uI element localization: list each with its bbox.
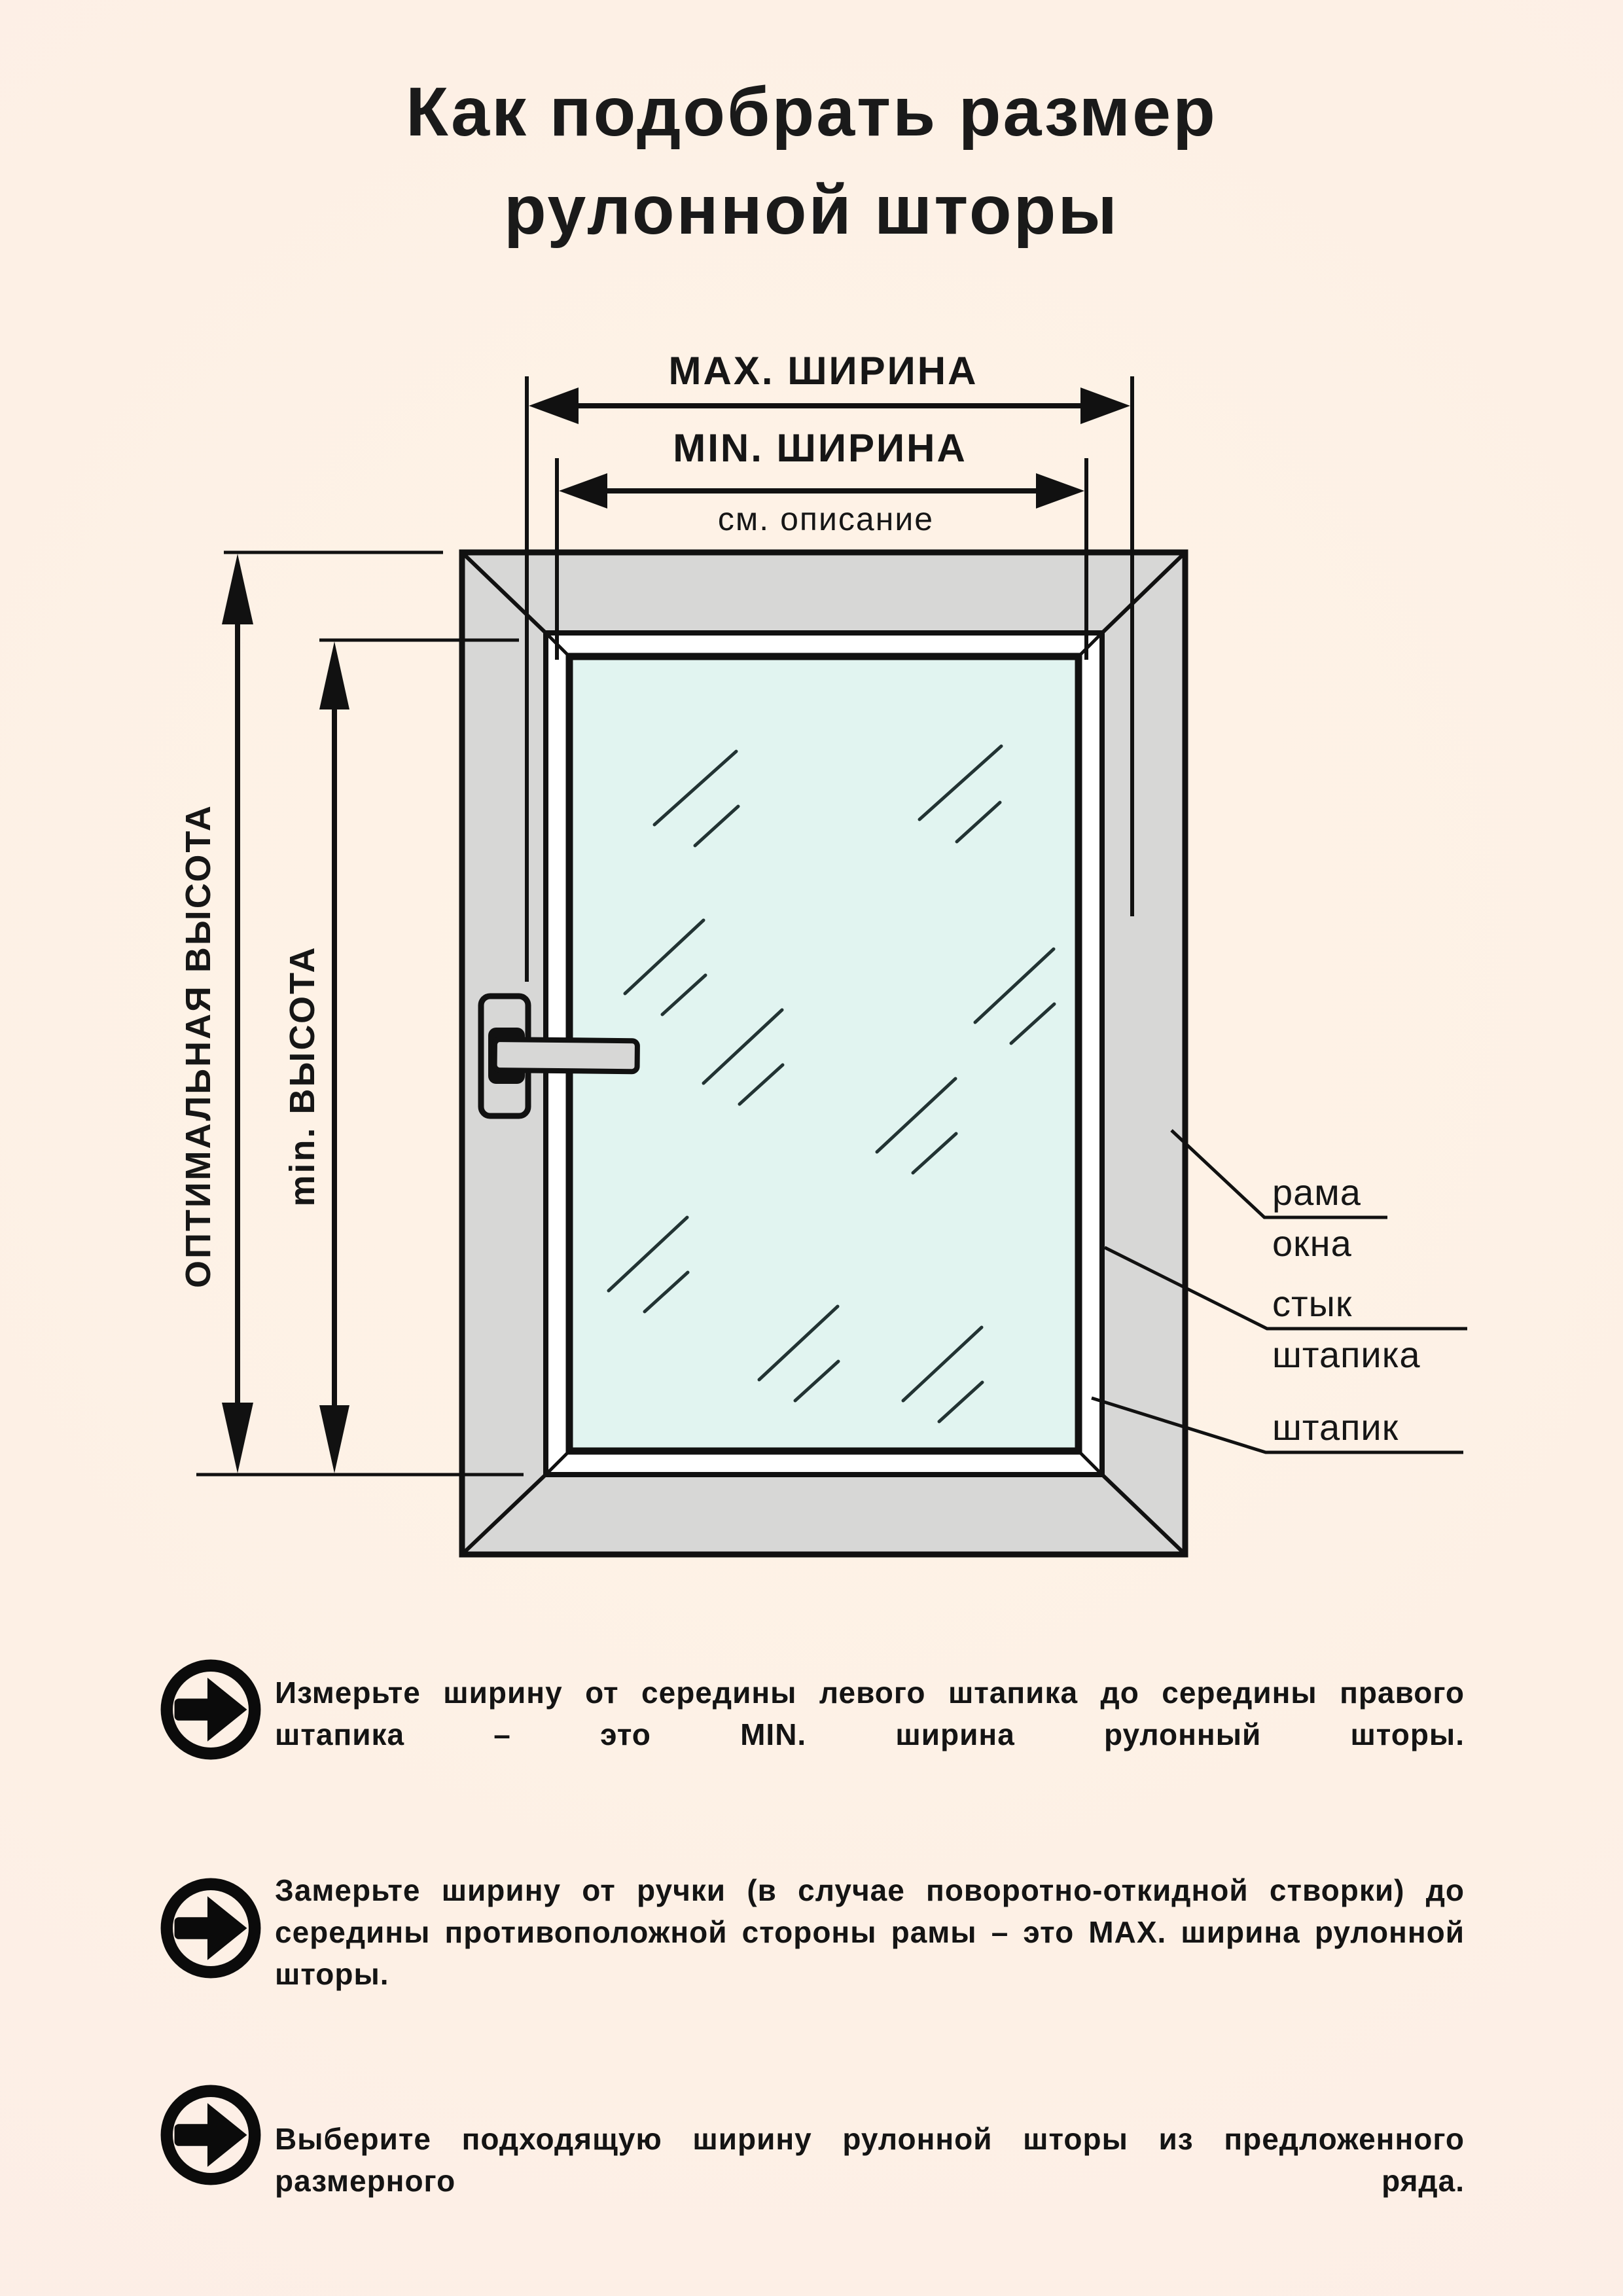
step-1-text-before: Измерьте ширину от середины левого штапика до середины правого штапика – это [275,1676,1465,1751]
step-2-text-before: Замерьте ширину от ручки (в случае поворотно-откидной створки) до середины противоположной стороны рамы – это [275,1873,1465,1949]
callout-frame-line2: окна [1272,1223,1352,1264]
step-1-text-after: ширина рулонный шторы. [806,1717,1465,1751]
step-2-text-bold: MAX. [1088,1915,1167,1949]
callout-bead-joint-line1: стык [1272,1283,1353,1324]
optimal-height-label: ОПТИМАЛЬНАЯ ВЫСОТА [179,804,218,1288]
step-2-text [275,1869,1465,2037]
step-1-text [275,1672,1465,1797]
min-height-label: min. ВЫСОТА [283,945,322,1207]
page-title-line2: рулонной шторы [504,171,1119,249]
step-3-text [275,2118,1465,2244]
window-glass [569,656,1079,1451]
min-width-note: см. описание [717,501,935,537]
step-2-text-after: ширина рулонной шторы. [275,1915,1465,1991]
min-width-label: MIN. ШИРИНА [673,426,967,470]
max-width-label: MAX. ШИРИНА [668,349,978,393]
page-title [59,63,1564,259]
arrow-right-circle-icon [156,1873,266,1983]
callout-frame-line1: рама [1272,1172,1361,1213]
callout-bead-joint-line2: штапика [1272,1334,1421,1375]
step-3-text-before: Выберите подходящую ширину рулонной шторы из предложенного размерного ряда. [275,2122,1465,2198]
arrow-right-circle-icon [156,1655,266,1765]
step-1-text-bold: MIN. [740,1717,807,1751]
arrow-right-circle-icon [156,2080,266,2190]
callout-bead-label: штапик [1272,1407,1399,1448]
page-title-line1: Как подобрать размер [406,73,1217,151]
